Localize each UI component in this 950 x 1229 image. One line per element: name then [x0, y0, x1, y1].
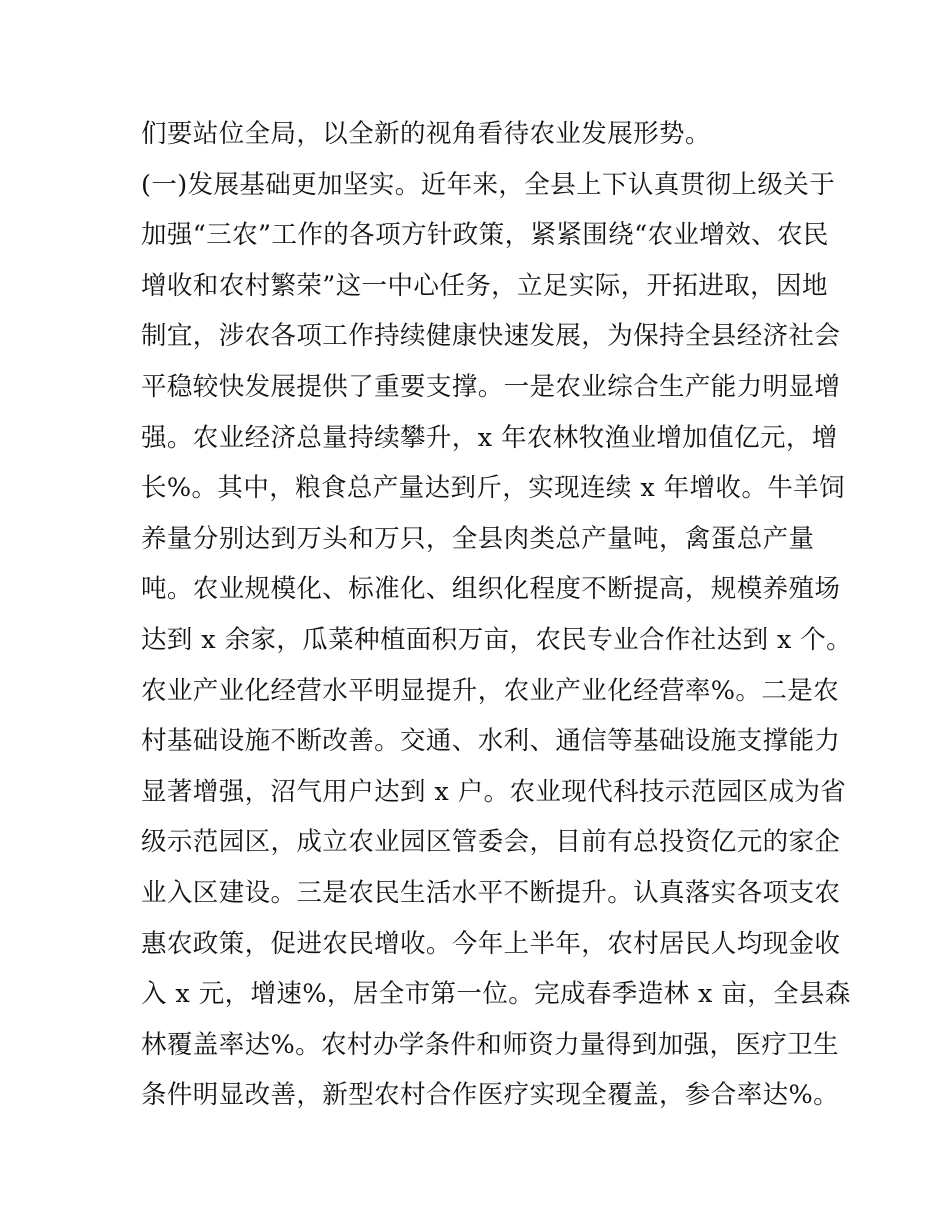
text-line: 农业产业化经营水平明显提升，农业产业化经营率%。二是农: [141, 675, 840, 706]
text-line: 长%。其中，粮食总产量达到斤，实现连续 x 年增收。牛羊饲: [141, 473, 845, 504]
text-line: 制宜，涉农各项工作持续健康快速发展，为保持全县经济社会: [141, 321, 841, 352]
text-line: 加强“三农”工作的各项方针政策，紧紧围绕“农业增效、农民: [141, 220, 829, 251]
text-line: 村基础设施不断改善。交通、水利、通信等基础设施支撑能力: [141, 726, 841, 757]
text-line: 增收和农村繁荣”这一中心任务，立足实际，开拓进取，因地: [141, 270, 828, 301]
text-line: 林覆盖率达%。农村办学条件和师资力量得到加强，医疗卫生: [141, 1029, 840, 1060]
text-line: 惠农政策，促进农民增收。今年上半年，农村居民人均现金收: [141, 928, 841, 959]
text-line: 强。农业经济总量持续攀升，x 年农林牧渔业增加值亿元，增: [141, 422, 838, 453]
text-line: 显著增强，沼气用户达到 x 户。农业现代科技示范园区成为省: [141, 776, 847, 807]
text-line: 平稳较快发展提供了重要支撑。一是农业综合生产能力明显增: [141, 371, 841, 402]
text-line: 养量分别达到万头和万只，全县肉类总产量吨，禽蛋总产量: [141, 523, 815, 554]
text-line: 入 x 元，增速%，居全市第一位。完成春季造林 x 亩，全县森: [141, 979, 851, 1010]
text-line: 达到 x 余家，瓜菜种植面积万亩，农民专业合作社达到 x 个。: [141, 624, 853, 655]
text-line: 级示范园区，成立农业园区管委会，目前有总投资亿元的家企: [141, 827, 841, 858]
text-line: 吨。农业规模化、标准化、组织化程度不断提高，规模养殖场: [141, 574, 841, 605]
body-paragraph: [141, 109, 853, 1121]
text-line: 条件明显改善，新型农村合作医疗实现全覆盖，参合率达%。: [141, 1080, 840, 1111]
text-line: 业入区建设。三是农民生活水平不断提升。认真落实各项支农: [141, 877, 841, 908]
text-line: 们要站位全局，以全新的视角看待农业发展形势。: [141, 119, 711, 149]
text-line: (一)发展基础更加坚实。近年来，全县上下认真贯彻上级关于: [141, 169, 836, 200]
